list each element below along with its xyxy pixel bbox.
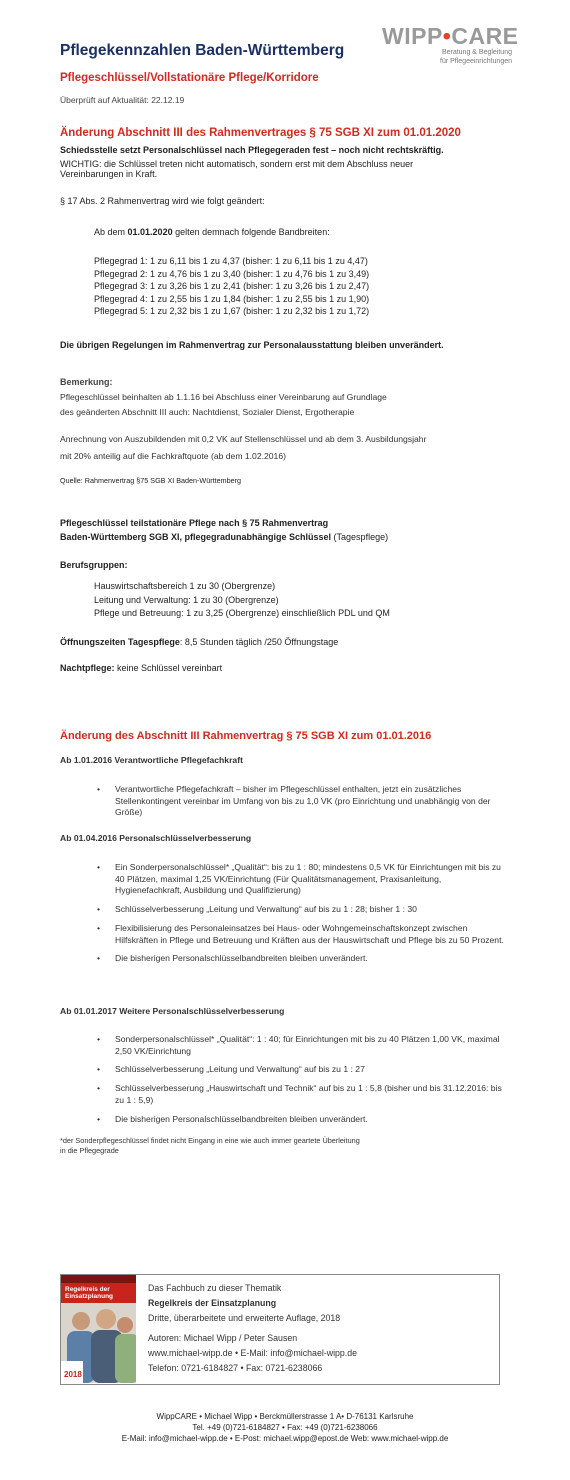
list-item: • Sonderpersonalschlüssel* „Qualität“: 1 : 40; für Einrichtungen mit bis zu 40 Plätzen 1,00 VK, maximal 2,50 VK/Einrichtung — [115, 1034, 510, 1057]
list-item: • Verantwortliche Pflegefachkraft – bisher im Pflegeschlüssel enthalten, jetzt ein zusätzliches Stellenkontingent vereinbar im Umfang von bis zu 1,0 VK (pro Einrichtung und unabhängig von der Größe) — [115, 784, 510, 819]
grade-list — [94, 255, 369, 318]
section-2016-heading: Änderung des Abschnitt III Rahmenvertrag § 75 SGB XI zum 01.01.2016 — [60, 730, 432, 742]
sec2020-para: § 17 Abs. 2 Rahmenvertrag wird wie folgt geändert: — [60, 196, 265, 206]
grade-row: Pflegegrad 3: 1 zu 3,26 bis 1 zu 2,41 (bisher: 1 zu 3,26 bis 1 zu 2,47) — [94, 281, 370, 292]
book-web: www.michael-wipp.de • E-Mail: info@michael-wipp.de — [148, 1348, 358, 1358]
book-title: Regelkreis der Einsatzplanung — [148, 1298, 277, 1308]
sec2016-b-head: Ab 01.04.2016 Personalschlüsselverbesserung — [60, 833, 252, 843]
list-item: • Die bisherigen Personalschlüsselbandbreiten bleiben unverändert. — [115, 953, 510, 965]
book-phone: Telefon: 0721-6184827 • Fax: 0721-6238066 — [148, 1363, 323, 1373]
list-item: • Schlüsselverbesserung „Leitung und Verwaltung“ auf bis zu 1 : 27 — [115, 1064, 510, 1076]
remark-source: Quelle: Rahmenvertrag §75 SGB XI Baden-Württemberg — [60, 476, 241, 485]
remark-line2: des geänderten Abschnitt III auch: Nachtdienst, Sozialer Dienst, Ergotherapie — [60, 407, 355, 417]
page-subtitle: Pflegeschlüssel/Vollstationäre Pflege/Korridore — [60, 72, 319, 84]
list-item: • Schlüsselverbesserung „Leitung und Verwaltung“ auf bis zu 1 : 28; bisher 1 : 30 — [115, 904, 510, 916]
grade-row: Pflegegrad 1: 1 zu 6,11 bis 1 zu 4,37 (bisher: 1 zu 6,11 bis 1 zu 4,47) — [94, 256, 368, 266]
logo-tagline: Beratung & Begleitung — [441, 49, 512, 56]
teil-heading-1: Pflegeschlüssel teilstationäre Pflege nach § 75 Rahmenvertrag — [60, 518, 329, 528]
group-row: Hauswirtschaftsbereich 1 zu 30 (Obergrenze) — [94, 581, 276, 591]
groups-label: Berufsgruppen: — [60, 560, 128, 570]
remark-line4: mit 20% anteilig auf die Fachkraftquote (ab dem 1.02.2016) — [60, 451, 286, 461]
cover-title-1: Regelkreis der — [65, 1286, 110, 1293]
sec2020-line3: Vereinbarungen in Kraft. — [60, 169, 158, 179]
sec2020-line1: Schiedsstelle setzt Personalschlüssel nach Pflegegeraden fest – noch nicht rechtskräftig. — [60, 145, 444, 155]
footnote: *der Sonderpflegeschlüssel findet nicht Eingang in eine wie auch immer geartete Überleitung in die Pflegegrade — [60, 1136, 360, 1155]
sec2016-a-list — [115, 784, 510, 826]
footer-line-1: WippCARE • Michael Wipp • Berckmüllerstrasse 1 A• D-76131 Karlsruhe — [156, 1412, 414, 1421]
list-item: • Ein Sonderpersonalschlüssel* „Qualität“: bis zu 1 : 80; mindestens 0,5 VK für Einrichtungen mit bis zu 40 Plätzen, maximal 1,25 VK/Einrichtung (Für Qualitätsmanagement, Praxisanleitung, Hygienefachkraft, Ausbildung und Qualifizierung) — [115, 862, 510, 897]
footer — [0, 1411, 570, 1444]
book-edition: Dritte, überarbeitete und erweiterte Auflage, 2018 — [148, 1313, 341, 1323]
grade-row: Pflegegrad 5: 1 zu 2,32 bis 1 zu 1,67 (bisher: 1 zu 2,32 bis 1 zu 1,72) — [94, 306, 370, 317]
list-item: • Die bisherigen Personalschlüsselbandbreiten bleiben unverändert. — [115, 1114, 510, 1126]
cover-year: 2018 — [64, 1370, 82, 1379]
night-care: Nachtpflege: keine Schlüssel vereinbart — [60, 663, 223, 673]
group-row: Leitung und Verwaltung: 1 zu 30 (Obergrenze) — [94, 594, 279, 605]
sec2016-b-list — [115, 862, 510, 972]
grade-row: Pflegegrad 4: 1 zu 2,55 bis 1 zu 1,84 (bisher: 1 zu 2,55 bis 1 zu 1,90) — [94, 293, 370, 304]
list-item: • Flexibilisierung des Personaleinsatzes bei Haus- oder Wohngemeinschaftskonzept zwischen Hilfskräften in Pflege und Betreuung und Kräften aus der Hauswirtschaft und Pflege bis zu 50 Prozent. — [115, 923, 510, 946]
teil-heading-2: Baden-Württemberg SGB XI, pflegegradunabhängige Schlüssel (Tagespflege) — [60, 532, 389, 542]
wippcare-logo: WIPP•CARE Beratung & Begleitung für Pflegeeinrichtungen — [382, 23, 519, 65]
footer-line-2: Tel. +49 (0)721-6184827 • Fax: +49 (0)721-6238066 — [192, 1423, 378, 1432]
sec2020-rest: Die übrigen Regelungen im Rahmenvertrag zur Personalausstattung bleiben unverändert. — [60, 340, 444, 350]
remark-line1: Pflegeschlüssel beinhalten ab 1.1.16 bei Abschluss einer Vereinbarung auf Grundlage — [60, 392, 387, 402]
sec2016-c-list — [115, 1034, 510, 1132]
book-cover — [61, 1275, 136, 1383]
book-authors: Autoren: Michael Wipp / Peter Sausen — [148, 1333, 298, 1343]
sec2016-c-head: Ab 01.01.2017 Weitere Personalschlüsselverbesserung — [60, 1006, 285, 1016]
sec2016-a-head: Ab 1.01.2016 Verantwortliche Pflegefachkraft — [60, 755, 243, 765]
opening-hours: Öffnungszeiten Tagespflege: 8,5 Stunden täglich /250 Öffnungstage — [60, 637, 339, 647]
section-2020-heading: Änderung Abschnitt III des Rahmenvertrages § 75 SGB XI zum 01.01.2020 — [60, 127, 461, 139]
page-title: Pflegekennzahlen Baden-Württemberg — [60, 42, 345, 59]
footer-line-3: E-Mail: info@michael-wipp.de • E-Post: michael.wipp@epost.de Web: www.michael-wipp.de — [121, 1434, 449, 1443]
cover-people-illustration — [61, 1303, 136, 1383]
book-details — [148, 1281, 357, 1376]
book-line-1: Das Fachbuch zu dieser Thematik — [148, 1283, 282, 1293]
groups-list — [94, 580, 390, 621]
sec2020-line2: WICHTIG: die Schlüssel treten nicht automatisch, sondern erst mit dem Abschluss neuer — [60, 159, 414, 169]
group-row: Pflege und Betreuung: 1 zu 3,25 (Obergrenze) einschließlich PDL und QM — [94, 608, 390, 618]
list-item: • Schlüsselverbesserung „Hauswirtschaft und Technik“ auf bis zu 1 : 5,8 (bisher und bis 31.12.2016: bis zu 1 : 5,9) — [115, 1083, 510, 1106]
cover-title-2: Einsatzplanung — [65, 1293, 114, 1300]
checked-date: Überprüft auf Aktualität: 22.12.19 — [60, 95, 185, 105]
logo-tagline-2: für Pflegeeinrichtungen — [440, 58, 512, 65]
grade-row: Pflegegrad 2: 1 zu 4,76 bis 1 zu 3,40 (bisher: 1 zu 4,76 bis 1 zu 3,49) — [94, 268, 370, 279]
remark-label: Bemerkung: — [60, 377, 113, 387]
sec2020-from: Ab dem 01.01.2020 gelten demnach folgende Bandbreiten: — [94, 227, 330, 237]
remark-line3: Anrechnung von Auszubildenden mit 0,2 VK auf Stellenschlüssel und ab dem 3. Ausbildungsjahr — [60, 434, 427, 444]
